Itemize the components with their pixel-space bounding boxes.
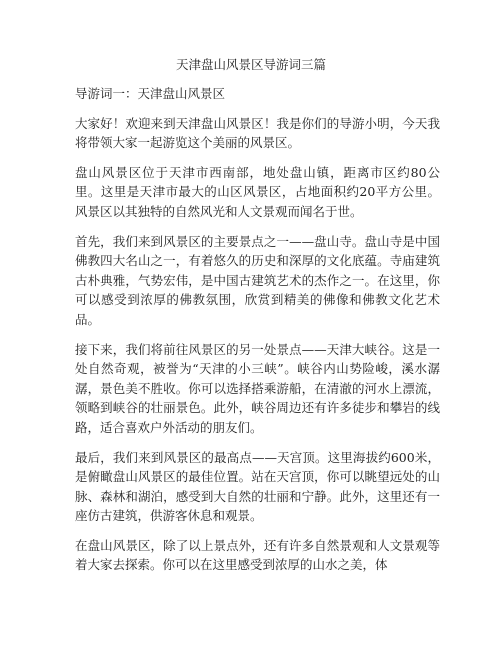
document-body [75,84,440,585]
document-title: 天津盘山风景区导游词三篇 [175,57,326,72]
paragraph: 盘山风景区位于天津市西南部，地处盘山镇，距离市区约80公里。这里是天津市最大的山区风景区，占地面积约20平方公里。风景区以其独特的自然风光和人文景观而闻名于世。 [75,164,440,219]
paragraph: 最后，我们来到风景区的最高点——天宫顶。这里海拔约600米，是俯瞰盘山风景区的最佳位置。站在天宫顶，你可以眺望远处的山脉、森林和湖泊，感受到大自然的壮丽和宁静。此外，这里还有一座仿古建筑，供游客休息和观景。 [75,449,440,524]
paragraph: 在盘山风景区，除了以上景点外，还有许多自然景观和人文景观等着大家去探索。你可以在这里感受到浓厚的山水之美，体 [75,537,440,573]
section-title: 导游词一：天津盘山风景区 [75,86,226,101]
paragraph: 大家好！欢迎来到天津盘山风景区！我是你们的导游小明，今天我将带领大家一起游览这个美丽的风景区。 [75,115,440,151]
paragraph: 接下来，我们将前往风景区的另一处景点——天津大峡谷。这是一处自然奇观，被誉为“天津的小三峡”。峡谷内山势险峻，溪水潺潺，景色美不胜收。你可以选择搭乘游船，在清澈的河水上漂流，领略到峡谷的壮丽景色。此外，峡谷周边还有许多徒步和攀岩的线路，适合喜欢户外活动的朋友们。 [75,341,440,435]
paragraph: 首先，我们来到风景区的主要景点之一——盘山寺。盘山寺是中国佛教四大名山之一，有着悠久的历史和深厚的文化底蕴。寺庙建筑古朴典雅，气势宏伟，是中国古建筑艺术的杰作之一。在这里，你可以感受到浓厚的佛教氛围，欣赏到精美的佛像和佛教文化艺术品。 [75,233,440,327]
